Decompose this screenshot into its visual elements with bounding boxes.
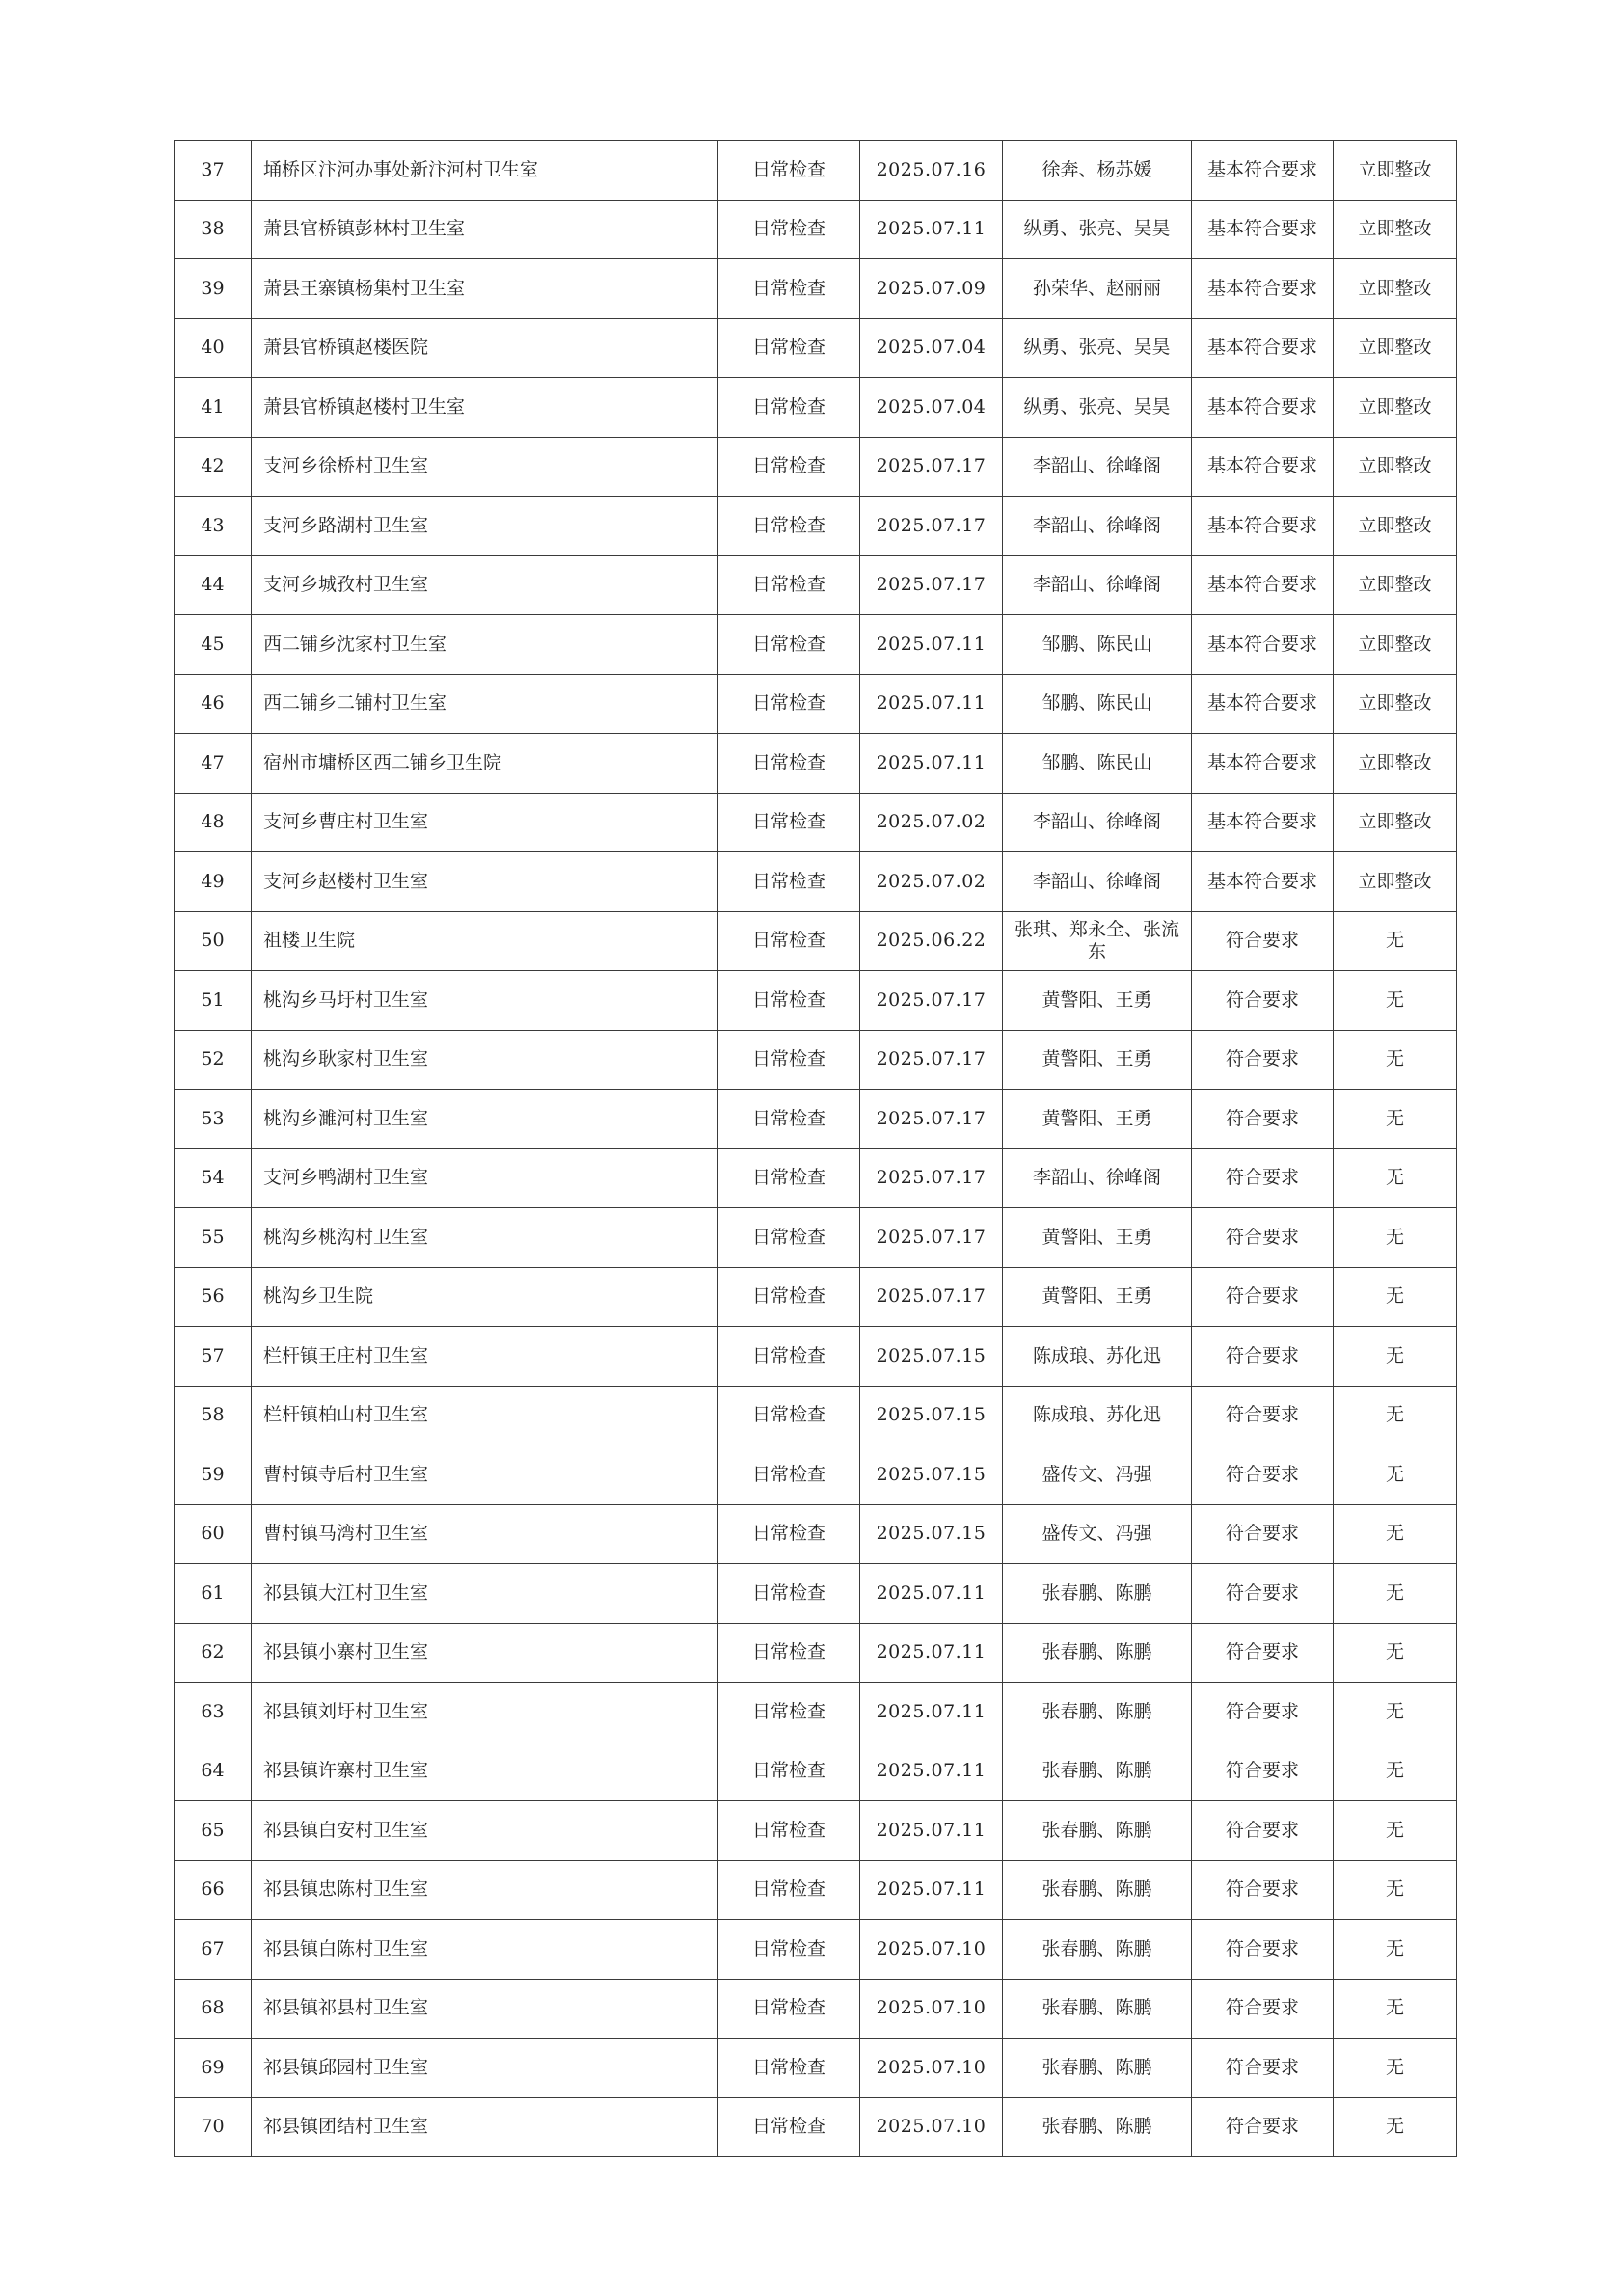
table-row	[175, 1623, 1457, 1683]
inspection-result: 符合要求	[1192, 1564, 1334, 1624]
inspection-result: 符合要求	[1192, 1979, 1334, 2039]
inspection-result: 符合要求	[1192, 1267, 1334, 1327]
inspectors: 黄警阳、王勇	[1003, 1030, 1192, 1090]
row-number: 40	[175, 318, 252, 378]
inspection-type: 日常检查	[718, 852, 860, 912]
inspection-result: 基本符合要求	[1192, 497, 1334, 556]
institution-name: 支河乡城孜村卫生室	[252, 555, 718, 615]
inspectors: 纵勇、张亮、吴昊	[1003, 318, 1192, 378]
inspection-type: 日常检查	[718, 378, 860, 438]
rectification: 立即整改	[1334, 200, 1457, 259]
inspectors: 张春鹏、陈鹏	[1003, 1683, 1192, 1742]
rectification: 立即整改	[1334, 674, 1457, 734]
inspection-type: 日常检查	[718, 615, 860, 675]
institution-name: 埇桥区汴河办事处新汴河村卫生室	[252, 141, 718, 201]
rectification: 立即整改	[1334, 734, 1457, 794]
row-number: 61	[175, 1564, 252, 1624]
row-number: 49	[175, 852, 252, 912]
inspection-result: 基本符合要求	[1192, 437, 1334, 497]
row-number: 45	[175, 615, 252, 675]
inspectors: 李韶山、徐峰阁	[1003, 555, 1192, 615]
inspectors: 黄警阳、王勇	[1003, 971, 1192, 1031]
table-row	[175, 318, 1457, 378]
rectification: 无	[1334, 1030, 1457, 1090]
rectification: 无	[1334, 1564, 1457, 1624]
rectification: 无	[1334, 1386, 1457, 1445]
inspection-date: 2025.07.11	[860, 1564, 1003, 1624]
inspection-date: 2025.07.10	[860, 1920, 1003, 1980]
institution-name: 萧县王寨镇杨集村卫生室	[252, 259, 718, 319]
institution-name: 萧县官桥镇赵楼村卫生室	[252, 378, 718, 438]
inspection-date: 2025.07.17	[860, 1148, 1003, 1208]
inspection-date: 2025.07.11	[860, 1742, 1003, 1801]
institution-name: 萧县官桥镇赵楼医院	[252, 318, 718, 378]
inspectors: 邹鹏、陈民山	[1003, 615, 1192, 675]
inspection-type: 日常检查	[718, 1208, 860, 1268]
table-row	[175, 259, 1457, 319]
inspectors: 黄警阳、王勇	[1003, 1208, 1192, 1268]
institution-name: 曹村镇寺后村卫生室	[252, 1445, 718, 1505]
row-number: 42	[175, 437, 252, 497]
inspection-date: 2025.07.10	[860, 2097, 1003, 2157]
inspection-result: 基本符合要求	[1192, 141, 1334, 201]
inspection-date: 2025.07.17	[860, 1030, 1003, 1090]
inspection-date: 2025.07.11	[860, 734, 1003, 794]
inspection-date: 2025.07.17	[860, 497, 1003, 556]
inspection-type: 日常检查	[718, 1386, 860, 1445]
inspection-type: 日常检查	[718, 1148, 860, 1208]
institution-name: 祁县镇小寨村卫生室	[252, 1623, 718, 1683]
inspection-result: 基本符合要求	[1192, 793, 1334, 852]
inspection-result: 基本符合要求	[1192, 615, 1334, 675]
institution-name: 桃沟乡卫生院	[252, 1267, 718, 1327]
inspection-type: 日常检查	[718, 1445, 860, 1505]
inspectors: 李韶山、徐峰阁	[1003, 497, 1192, 556]
inspection-result: 基本符合要求	[1192, 674, 1334, 734]
table-row	[175, 555, 1457, 615]
inspection-date: 2025.07.16	[860, 141, 1003, 201]
inspection-result: 符合要求	[1192, 1742, 1334, 1801]
inspectors: 张春鹏、陈鹏	[1003, 2039, 1192, 2098]
institution-name: 支河乡徐桥村卫生室	[252, 437, 718, 497]
inspection-type: 日常检查	[718, 734, 860, 794]
row-number: 46	[175, 674, 252, 734]
inspectors: 李韶山、徐峰阁	[1003, 793, 1192, 852]
table-row	[175, 1564, 1457, 1624]
inspection-date: 2025.07.02	[860, 852, 1003, 912]
table-row	[175, 378, 1457, 438]
rectification: 无	[1334, 1683, 1457, 1742]
row-number: 54	[175, 1148, 252, 1208]
rectification: 立即整改	[1334, 555, 1457, 615]
inspection-type: 日常检查	[718, 437, 860, 497]
inspection-table	[174, 140, 1457, 2157]
inspection-type: 日常检查	[718, 1860, 860, 1920]
inspection-date: 2025.07.04	[860, 378, 1003, 438]
table-row	[175, 1801, 1457, 1861]
inspection-date: 2025.07.15	[860, 1504, 1003, 1564]
row-number: 67	[175, 1920, 252, 1980]
inspection-result: 基本符合要求	[1192, 200, 1334, 259]
inspection-result: 基本符合要求	[1192, 555, 1334, 615]
inspection-type: 日常检查	[718, 200, 860, 259]
row-number: 53	[175, 1090, 252, 1149]
inspectors: 黄警阳、王勇	[1003, 1090, 1192, 1149]
inspection-type: 日常检查	[718, 971, 860, 1031]
inspection-result: 符合要求	[1192, 1920, 1334, 1980]
inspection-date: 2025.07.11	[860, 615, 1003, 675]
inspection-type: 日常检查	[718, 793, 860, 852]
rectification: 无	[1334, 1090, 1457, 1149]
inspection-result: 基本符合要求	[1192, 259, 1334, 319]
rectification: 无	[1334, 1327, 1457, 1387]
table-row	[175, 852, 1457, 912]
rectification: 无	[1334, 1742, 1457, 1801]
row-number: 57	[175, 1327, 252, 1387]
inspectors: 李韶山、徐峰阁	[1003, 852, 1192, 912]
row-number: 66	[175, 1860, 252, 1920]
inspection-type: 日常检查	[718, 497, 860, 556]
inspection-type: 日常检查	[718, 1090, 860, 1149]
row-number: 44	[175, 555, 252, 615]
inspection-date: 2025.07.17	[860, 555, 1003, 615]
inspectors: 盛传文、冯强	[1003, 1504, 1192, 1564]
table-row	[175, 1090, 1457, 1149]
inspection-result: 符合要求	[1192, 1504, 1334, 1564]
row-number: 48	[175, 793, 252, 852]
row-number: 63	[175, 1683, 252, 1742]
table-row	[175, 1267, 1457, 1327]
inspection-result: 符合要求	[1192, 1148, 1334, 1208]
rectification: 立即整改	[1334, 852, 1457, 912]
table-row	[175, 1386, 1457, 1445]
row-number: 62	[175, 1623, 252, 1683]
row-number: 51	[175, 971, 252, 1031]
inspection-type: 日常检查	[718, 1327, 860, 1387]
institution-name: 支河乡路湖村卫生室	[252, 497, 718, 556]
inspection-type: 日常检查	[718, 555, 860, 615]
inspection-date: 2025.07.15	[860, 1386, 1003, 1445]
institution-name: 祁县镇祁县村卫生室	[252, 1979, 718, 2039]
row-number: 59	[175, 1445, 252, 1505]
inspection-date: 2025.07.09	[860, 259, 1003, 319]
institution-name: 祁县镇许寨村卫生室	[252, 1742, 718, 1801]
institution-name: 祖楼卫生院	[252, 911, 718, 971]
inspection-date: 2025.07.15	[860, 1327, 1003, 1387]
inspectors: 张春鹏、陈鹏	[1003, 1564, 1192, 1624]
institution-name: 西二铺乡沈家村卫生室	[252, 615, 718, 675]
rectification: 无	[1334, 1267, 1457, 1327]
inspectors: 张春鹏、陈鹏	[1003, 1801, 1192, 1861]
inspection-type: 日常检查	[718, 1564, 860, 1624]
institution-name: 桃沟乡耿家村卫生室	[252, 1030, 718, 1090]
row-number: 55	[175, 1208, 252, 1268]
row-number: 65	[175, 1801, 252, 1861]
inspection-result: 符合要求	[1192, 2097, 1334, 2157]
inspection-result: 基本符合要求	[1192, 852, 1334, 912]
inspection-date: 2025.07.04	[860, 318, 1003, 378]
inspection-date: 2025.07.11	[860, 1623, 1003, 1683]
row-number: 70	[175, 2097, 252, 2157]
rectification: 无	[1334, 2097, 1457, 2157]
inspection-type: 日常检查	[718, 2039, 860, 2098]
inspectors: 张春鹏、陈鹏	[1003, 2097, 1192, 2157]
rectification: 无	[1334, 1445, 1457, 1505]
rectification: 无	[1334, 1860, 1457, 1920]
table-row	[175, 1860, 1457, 1920]
inspection-result: 符合要求	[1192, 1445, 1334, 1505]
inspectors: 纵勇、张亮、吴昊	[1003, 378, 1192, 438]
inspectors: 张春鹏、陈鹏	[1003, 1979, 1192, 2039]
rectification: 立即整改	[1334, 615, 1457, 675]
institution-name: 萧县官桥镇彭林村卫生室	[252, 200, 718, 259]
rectification: 无	[1334, 1623, 1457, 1683]
inspectors: 邹鹏、陈民山	[1003, 674, 1192, 734]
institution-name: 祁县镇忠陈村卫生室	[252, 1860, 718, 1920]
row-number: 68	[175, 1979, 252, 2039]
rectification: 立即整改	[1334, 141, 1457, 201]
inspection-type: 日常检查	[718, 1801, 860, 1861]
inspection-type: 日常检查	[718, 911, 860, 971]
row-number: 38	[175, 200, 252, 259]
inspection-type: 日常检查	[718, 1920, 860, 1980]
table-row	[175, 615, 1457, 675]
table-row	[175, 1920, 1457, 1980]
inspectors: 李韶山、徐峰阁	[1003, 1148, 1192, 1208]
institution-name: 栏杆镇王庄村卫生室	[252, 1327, 718, 1387]
inspectors: 张春鹏、陈鹏	[1003, 1860, 1192, 1920]
rectification: 立即整改	[1334, 437, 1457, 497]
table-row	[175, 793, 1457, 852]
inspection-date: 2025.07.17	[860, 437, 1003, 497]
rectification: 无	[1334, 1801, 1457, 1861]
inspection-date: 2025.07.11	[860, 1683, 1003, 1742]
institution-name: 支河乡鸭湖村卫生室	[252, 1148, 718, 1208]
table-row	[175, 1742, 1457, 1801]
row-number: 64	[175, 1742, 252, 1801]
institution-name: 支河乡赵楼村卫生室	[252, 852, 718, 912]
inspection-result: 基本符合要求	[1192, 378, 1334, 438]
rectification: 无	[1334, 1920, 1457, 1980]
row-number: 69	[175, 2039, 252, 2098]
table-row	[175, 497, 1457, 556]
inspection-result: 符合要求	[1192, 1030, 1334, 1090]
inspection-date: 2025.07.10	[860, 2039, 1003, 2098]
table-row	[175, 437, 1457, 497]
inspectors: 陈成琅、苏化迅	[1003, 1386, 1192, 1445]
inspectors: 陈成琅、苏化迅	[1003, 1327, 1192, 1387]
inspection-date: 2025.07.17	[860, 1208, 1003, 1268]
table-row	[175, 734, 1457, 794]
row-number: 60	[175, 1504, 252, 1564]
inspection-result: 符合要求	[1192, 1860, 1334, 1920]
rectification: 立即整改	[1334, 318, 1457, 378]
inspectors: 李韶山、徐峰阁	[1003, 437, 1192, 497]
institution-name: 祁县镇大江村卫生室	[252, 1564, 718, 1624]
inspection-date: 2025.06.22	[860, 911, 1003, 971]
inspectors: 张春鹏、陈鹏	[1003, 1920, 1192, 1980]
institution-name: 祁县镇团结村卫生室	[252, 2097, 718, 2157]
institution-name: 曹村镇马湾村卫生室	[252, 1504, 718, 1564]
row-number: 52	[175, 1030, 252, 1090]
table-row	[175, 1683, 1457, 1742]
inspection-type: 日常检查	[718, 674, 860, 734]
rectification: 无	[1334, 1504, 1457, 1564]
inspection-type: 日常检查	[718, 1267, 860, 1327]
rectification: 无	[1334, 2039, 1457, 2098]
institution-name: 支河乡曹庄村卫生室	[252, 793, 718, 852]
inspection-date: 2025.07.10	[860, 1979, 1003, 2039]
inspectors: 徐奔、杨苏媛	[1003, 141, 1192, 201]
inspection-type: 日常检查	[718, 318, 860, 378]
rectification: 立即整改	[1334, 793, 1457, 852]
inspectors: 纵勇、张亮、吴昊	[1003, 200, 1192, 259]
table-row	[175, 2039, 1457, 2098]
row-number: 43	[175, 497, 252, 556]
inspectors: 孙荣华、赵丽丽	[1003, 259, 1192, 319]
rectification: 立即整改	[1334, 259, 1457, 319]
inspection-date: 2025.07.11	[860, 1860, 1003, 1920]
inspectors: 张春鹏、陈鹏	[1003, 1623, 1192, 1683]
inspection-type: 日常检查	[718, 2097, 860, 2157]
inspection-result: 符合要求	[1192, 1208, 1334, 1268]
institution-name: 桃沟乡桃沟村卫生室	[252, 1208, 718, 1268]
inspection-date: 2025.07.17	[860, 1090, 1003, 1149]
table-row	[175, 141, 1457, 201]
inspectors: 黄警阳、王勇	[1003, 1267, 1192, 1327]
institution-name: 宿州市墉桥区西二铺乡卫生院	[252, 734, 718, 794]
inspectors: 张春鹏、陈鹏	[1003, 1742, 1192, 1801]
table-row	[175, 1030, 1457, 1090]
institution-name: 栏杆镇柏山村卫生室	[252, 1386, 718, 1445]
table-row	[175, 1208, 1457, 1268]
inspection-type: 日常检查	[718, 1030, 860, 1090]
inspection-type: 日常检查	[718, 1623, 860, 1683]
rectification: 无	[1334, 1208, 1457, 1268]
inspection-type: 日常检查	[718, 1979, 860, 2039]
inspection-result: 符合要求	[1192, 1386, 1334, 1445]
table-row	[175, 1148, 1457, 1208]
inspection-result: 符合要求	[1192, 1801, 1334, 1861]
institution-name: 桃沟乡濉河村卫生室	[252, 1090, 718, 1149]
inspection-type: 日常检查	[718, 1742, 860, 1801]
table-row	[175, 2097, 1457, 2157]
row-number: 50	[175, 911, 252, 971]
rectification: 无	[1334, 971, 1457, 1031]
row-number: 56	[175, 1267, 252, 1327]
rectification: 无	[1334, 1148, 1457, 1208]
inspectors: 邹鹏、陈民山	[1003, 734, 1192, 794]
row-number: 58	[175, 1386, 252, 1445]
inspection-result: 基本符合要求	[1192, 734, 1334, 794]
institution-name: 祁县镇白陈村卫生室	[252, 1920, 718, 1980]
table-row	[175, 674, 1457, 734]
inspection-date: 2025.07.15	[860, 1445, 1003, 1505]
row-number: 47	[175, 734, 252, 794]
inspection-result: 基本符合要求	[1192, 318, 1334, 378]
inspection-result: 符合要求	[1192, 1090, 1334, 1149]
rectification: 无	[1334, 1979, 1457, 2039]
institution-name: 西二铺乡二铺村卫生室	[252, 674, 718, 734]
inspection-date: 2025.07.11	[860, 1801, 1003, 1861]
inspection-result: 符合要求	[1192, 1623, 1334, 1683]
institution-name: 祁县镇刘圩村卫生室	[252, 1683, 718, 1742]
inspection-result: 符合要求	[1192, 2039, 1334, 2098]
table-row	[175, 1327, 1457, 1387]
rectification: 无	[1334, 911, 1457, 971]
inspectors: 盛传文、冯强	[1003, 1445, 1192, 1505]
table-row	[175, 1504, 1457, 1564]
table-row	[175, 1445, 1457, 1505]
table-row	[175, 911, 1457, 971]
row-number: 39	[175, 259, 252, 319]
institution-name: 桃沟乡马圩村卫生室	[252, 971, 718, 1031]
inspection-date: 2025.07.11	[860, 200, 1003, 259]
inspectors: 张琪、郑永全、张流东	[1003, 911, 1192, 971]
inspection-result: 符合要求	[1192, 911, 1334, 971]
row-number: 37	[175, 141, 252, 201]
inspection-date: 2025.07.17	[860, 971, 1003, 1031]
inspection-result: 符合要求	[1192, 971, 1334, 1031]
institution-name: 祁县镇白安村卫生室	[252, 1801, 718, 1861]
table-row	[175, 971, 1457, 1031]
inspection-type: 日常检查	[718, 141, 860, 201]
institution-name: 祁县镇邱园村卫生室	[252, 2039, 718, 2098]
inspection-date: 2025.07.17	[860, 1267, 1003, 1327]
rectification: 立即整改	[1334, 497, 1457, 556]
inspection-result: 符合要求	[1192, 1683, 1334, 1742]
inspection-type: 日常检查	[718, 1683, 860, 1742]
table-row	[175, 1979, 1457, 2039]
inspection-type: 日常检查	[718, 259, 860, 319]
inspection-result: 符合要求	[1192, 1327, 1334, 1387]
inspection-date: 2025.07.11	[860, 674, 1003, 734]
table-row	[175, 200, 1457, 259]
row-number: 41	[175, 378, 252, 438]
inspection-date: 2025.07.02	[860, 793, 1003, 852]
rectification: 立即整改	[1334, 378, 1457, 438]
inspection-type: 日常检查	[718, 1504, 860, 1564]
